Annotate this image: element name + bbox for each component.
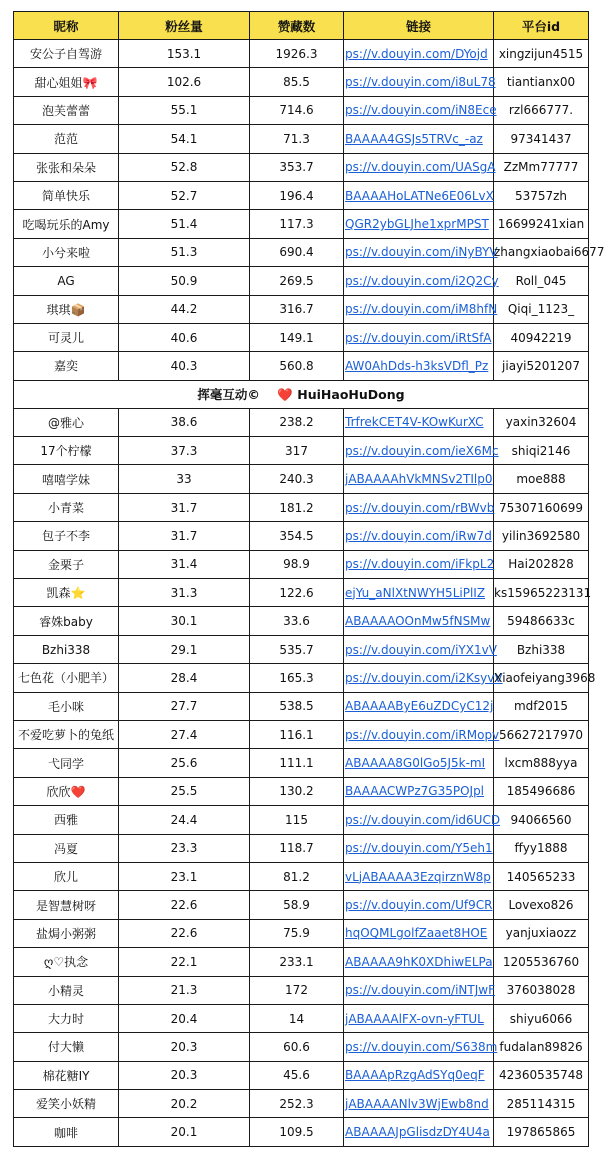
link-cell[interactable]: ps://v.douyin.com/i8uL78: [344, 68, 494, 96]
name-cell: 大力时: [14, 1004, 119, 1032]
fans-cell: 20.4: [119, 1004, 250, 1032]
fans-cell: 44.2: [119, 295, 250, 323]
likes-cell: 45.6: [250, 1061, 344, 1089]
link-cell[interactable]: ps://v.douyin.com/Y5eh1: [344, 834, 494, 862]
table-row: [14, 607, 589, 635]
likes-cell: 252.3: [250, 1090, 344, 1118]
likes-cell: 316.7: [250, 295, 344, 323]
name-cell: 欣儿: [14, 862, 119, 890]
name-cell: 范范: [14, 125, 119, 153]
platform-id-cell: 197865865: [494, 1118, 589, 1146]
likes-cell: 1926.3: [250, 40, 344, 68]
name-cell: 张张和朵朵: [14, 153, 119, 181]
fans-cell: 20.2: [119, 1090, 250, 1118]
fans-cell: 23.1: [119, 862, 250, 890]
table-body-bottom: [14, 408, 596, 1146]
table-row: [14, 238, 589, 266]
fans-cell: 20.3: [119, 1033, 250, 1061]
link-cell[interactable]: ABAAAAJpGlisdzDY4U4a: [344, 1118, 494, 1146]
fans-cell: 20.1: [119, 1118, 250, 1146]
name-cell: 是智慧树呀: [14, 891, 119, 919]
table-row: [14, 1004, 589, 1032]
likes-cell: 238.2: [250, 408, 344, 436]
link-cell[interactable]: AW0AhDds-h3ksVDfl_Pz: [344, 352, 494, 380]
fans-cell: 27.7: [119, 692, 250, 720]
likes-cell: 560.8: [250, 352, 344, 380]
table-row: [14, 664, 589, 692]
table-row: [14, 96, 589, 124]
table-row: [14, 153, 589, 181]
platform-id-cell: zhangxiaobai6677: [494, 238, 589, 266]
platform-id-cell: rzl666777.: [494, 96, 589, 124]
table-body-top: [14, 40, 604, 381]
table-row: [14, 125, 589, 153]
fans-cell: 51.4: [119, 210, 250, 238]
link-cell[interactable]: hqOQMLgolfZaaet8HOE: [344, 919, 494, 947]
likes-cell: 240.3: [250, 465, 344, 493]
likes-cell: 122.6: [250, 579, 344, 607]
name-cell: AG: [14, 267, 119, 295]
table-row: [14, 1118, 589, 1146]
link-cell[interactable]: ABAAAA9hK0XDhiwELPa: [344, 948, 494, 976]
link-cell[interactable]: ps://v.douyin.com/i2Q2Cy: [344, 267, 494, 295]
likes-cell: 233.1: [250, 948, 344, 976]
name-cell: 嘉奕: [14, 352, 119, 380]
link-cell[interactable]: ps://v.douyin.com/UASgA: [344, 153, 494, 181]
name-cell: 棉花糖IY: [14, 1061, 119, 1089]
link-cell[interactable]: jABAAAAlFX-ovn-yFTUL: [344, 1004, 494, 1032]
link-cell[interactable]: ps://v.douyin.com/iRMopv: [344, 720, 494, 748]
platform-id-cell: lxcm888yya: [494, 749, 589, 777]
likes-cell: 75.9: [250, 919, 344, 947]
platform-id-cell: yilin3692580: [494, 522, 589, 550]
likes-cell: 181.2: [250, 493, 344, 521]
link-cell[interactable]: BAAAApRzgAdSYq0eqF: [344, 1061, 494, 1089]
name-cell: 小兮来啦: [14, 238, 119, 266]
platform-id-cell: 56627217970: [494, 720, 589, 748]
link-cell[interactable]: ps://v.douyin.com/iN8Ece: [344, 96, 494, 124]
link-cell[interactable]: ps://v.douyin.com/iNyBYV: [344, 238, 494, 266]
header-fans: 粉丝量: [119, 12, 250, 40]
table-row: [14, 1061, 589, 1089]
likes-cell: 118.7: [250, 834, 344, 862]
table-row: [14, 323, 589, 351]
likes-cell: 117.3: [250, 210, 344, 238]
header-likes: 赞藏数: [250, 12, 344, 40]
table-row: [14, 806, 589, 834]
name-cell: 盐焗小粥粥: [14, 919, 119, 947]
table-row: [14, 834, 589, 862]
link-cell[interactable]: vLjABAAAA3EzqirznW8p: [344, 862, 494, 890]
table-separator: [14, 380, 589, 408]
link-cell[interactable]: BAAAA4GSJs5TRVc_-az: [344, 125, 494, 153]
likes-cell: 111.1: [250, 749, 344, 777]
table-row: [14, 720, 589, 748]
table-row: [14, 749, 589, 777]
table-row: [14, 465, 589, 493]
likes-cell: 353.7: [250, 153, 344, 181]
likes-cell: 71.3: [250, 125, 344, 153]
platform-id-cell: xingzijun4515: [494, 40, 589, 68]
name-cell: 吃喝玩乐的Amy: [14, 210, 119, 238]
fans-cell: 29.1: [119, 635, 250, 663]
fans-cell: 23.3: [119, 834, 250, 862]
fans-cell: 51.3: [119, 238, 250, 266]
link-cell[interactable]: jABAAAANlv3WjEwb8nd: [344, 1090, 494, 1118]
link-cell[interactable]: ps://v.douyin.com/iYX1vV: [344, 635, 494, 663]
likes-cell: 149.1: [250, 323, 344, 351]
link-cell[interactable]: jABAAAAhVkMNSv2TIlp0: [344, 465, 494, 493]
likes-cell: 58.9: [250, 891, 344, 919]
likes-cell: 33.6: [250, 607, 344, 635]
likes-cell: 81.2: [250, 862, 344, 890]
platform-id-cell: 16699241xian: [494, 210, 589, 238]
name-cell: 17个柠檬: [14, 437, 119, 465]
fans-cell: 31.7: [119, 522, 250, 550]
name-cell: Bzhi338: [14, 635, 119, 663]
link-cell[interactable]: ps://v.douyin.com/iRtSfA: [344, 323, 494, 351]
name-cell: 弋同学: [14, 749, 119, 777]
name-cell: 不爱吃萝卜的兔纸: [14, 720, 119, 748]
fans-cell: 40.3: [119, 352, 250, 380]
fans-cell: 52.8: [119, 153, 250, 181]
platform-id-cell: jiayi5201207: [494, 352, 589, 380]
platform-id-cell: yanjuxiaozz: [494, 919, 589, 947]
link-cell[interactable]: ps://v.douyin.com/iNTJwF: [344, 976, 494, 1004]
link-cell[interactable]: ps://v.douyin.com/iM8hfN: [344, 295, 494, 323]
likes-cell: 60.6: [250, 1033, 344, 1061]
fans-cell: 40.6: [119, 323, 250, 351]
fans-cell: 24.4: [119, 806, 250, 834]
link-cell[interactable]: ABAAAAByE6uZDCyC12j: [344, 692, 494, 720]
platform-id-cell: 42360535748: [494, 1061, 589, 1089]
platform-id-cell: 75307160699: [494, 493, 589, 521]
link-cell[interactable]: BAAAAHoLATNe6E06LvX: [344, 181, 494, 209]
fans-cell: 102.6: [119, 68, 250, 96]
fans-cell: 27.4: [119, 720, 250, 748]
platform-id-cell: Lovexo826: [494, 891, 589, 919]
fans-cell: 50.9: [119, 267, 250, 295]
link-cell[interactable]: ps://v.douyin.com/rBWvb: [344, 493, 494, 521]
platform-id-cell: Qiqi_1123_: [494, 295, 589, 323]
platform-id-cell: mdf2015: [494, 692, 589, 720]
link-cell[interactable]: ps://v.douyin.com/ieX6Mc: [344, 437, 494, 465]
name-cell: 冯夏: [14, 834, 119, 862]
likes-cell: 98.9: [250, 550, 344, 578]
table-row: [14, 408, 589, 436]
likes-cell: 115: [250, 806, 344, 834]
name-cell: 甜心姐姐🎀: [14, 68, 119, 96]
table-row: [14, 550, 589, 578]
fans-cell: 22.1: [119, 948, 250, 976]
name-cell: @雅心: [14, 408, 119, 436]
fans-cell: 54.1: [119, 125, 250, 153]
fans-cell: 31.4: [119, 550, 250, 578]
table-row: [14, 40, 589, 68]
name-cell: 简单快乐: [14, 181, 119, 209]
link-cell[interactable]: QGR2ybGLJhe1xprMPST: [344, 210, 494, 238]
likes-cell: 690.4: [250, 238, 344, 266]
likes-cell: 538.5: [250, 692, 344, 720]
name-cell: 七色花（小肥羊）: [14, 664, 119, 692]
platform-id-cell: shiqi2146: [494, 437, 589, 465]
platform-id-cell: ffyy1888: [494, 834, 589, 862]
header-name: 昵称: [14, 12, 119, 40]
fans-cell: 25.6: [119, 749, 250, 777]
fans-cell: 25.5: [119, 777, 250, 805]
name-cell: 嘻嘻学妹: [14, 465, 119, 493]
table-row: [14, 437, 589, 465]
influencer-table: [13, 11, 604, 1147]
name-cell: 付大懒: [14, 1033, 119, 1061]
table-row: [14, 919, 589, 947]
platform-id-cell: yaxin32604: [494, 408, 589, 436]
name-cell: 琪琪📦: [14, 295, 119, 323]
separator-cell: [14, 380, 589, 408]
name-cell: 包子不李: [14, 522, 119, 550]
table-row: [14, 891, 589, 919]
name-cell: 西雅: [14, 806, 119, 834]
table-row: [14, 1033, 589, 1061]
fans-cell: 31.3: [119, 579, 250, 607]
likes-cell: 535.7: [250, 635, 344, 663]
fans-cell: 31.7: [119, 493, 250, 521]
platform-id-cell: fudalan89826: [494, 1033, 589, 1061]
platform-id-cell: 40942219: [494, 323, 589, 351]
header-platform-id: 平台id: [494, 12, 589, 40]
name-cell: 欣欣❤️: [14, 777, 119, 805]
link-cell[interactable]: ps://v.douyin.com/S638m: [344, 1033, 494, 1061]
likes-cell: 109.5: [250, 1118, 344, 1146]
fans-cell: 28.4: [119, 664, 250, 692]
fans-cell: 153.1: [119, 40, 250, 68]
name-cell: 安公子自驾游: [14, 40, 119, 68]
platform-id-cell: 1205536760: [494, 948, 589, 976]
fans-cell: 52.7: [119, 181, 250, 209]
name-cell: 金栗子: [14, 550, 119, 578]
fans-cell: 22.6: [119, 919, 250, 947]
platform-id-cell: shiyu6066: [494, 1004, 589, 1032]
likes-cell: 85.5: [250, 68, 344, 96]
likes-cell: 269.5: [250, 267, 344, 295]
table-row: [14, 181, 589, 209]
likes-cell: 14: [250, 1004, 344, 1032]
platform-id-cell: 285114315: [494, 1090, 589, 1118]
table-row: [14, 579, 589, 607]
platform-id-cell: 53757zh: [494, 181, 589, 209]
fans-cell: 20.3: [119, 1061, 250, 1089]
fans-cell: 30.1: [119, 607, 250, 635]
link-cell[interactable]: ps://v.douyin.com/Uf9CR: [344, 891, 494, 919]
table-row: [14, 522, 589, 550]
platform-id-cell: 185496686: [494, 777, 589, 805]
platform-id-cell: ks15965223131: [494, 579, 589, 607]
name-cell: 咖啡: [14, 1118, 119, 1146]
influencer-table-sheet: [13, 11, 604, 1147]
link-cell[interactable]: ejYu_aNlXtNWYH5LiPlIZ: [344, 579, 494, 607]
fans-cell: 55.1: [119, 96, 250, 124]
name-cell: 毛小咪: [14, 692, 119, 720]
fans-cell: 33: [119, 465, 250, 493]
platform-id-cell: Xiaofeiyang3968: [494, 664, 589, 692]
link-cell[interactable]: ps://v.douyin.com/iFkpL2: [344, 550, 494, 578]
table-row: [14, 295, 589, 323]
likes-cell: 354.5: [250, 522, 344, 550]
platform-id-cell: 140565233: [494, 862, 589, 890]
table-row: [14, 635, 589, 663]
table-row: [14, 352, 589, 380]
table-row: [14, 777, 589, 805]
name-cell: 小精灵: [14, 976, 119, 1004]
platform-id-cell: Roll_045: [494, 267, 589, 295]
link-cell[interactable]: ps://v.douyin.com/id6UCD: [344, 806, 494, 834]
platform-id-cell: Bzhi338: [494, 635, 589, 663]
header-link: 链接: [344, 12, 494, 40]
name-cell: 可灵儿: [14, 323, 119, 351]
likes-cell: 317: [250, 437, 344, 465]
table-row: [14, 267, 589, 295]
fans-cell: 37.3: [119, 437, 250, 465]
fans-cell: 21.3: [119, 976, 250, 1004]
platform-id-cell: 59486633c: [494, 607, 589, 635]
likes-cell: 116.1: [250, 720, 344, 748]
name-cell: ღ♡执念: [14, 948, 119, 976]
link-cell[interactable]: ABAAAA8G0lGo5J5k-mI: [344, 749, 494, 777]
likes-cell: 172: [250, 976, 344, 1004]
platform-id-cell: 376038028: [494, 976, 589, 1004]
likes-cell: 196.4: [250, 181, 344, 209]
platform-id-cell: 97341437: [494, 125, 589, 153]
link-cell[interactable]: ps://v.douyin.com/DYojd: [344, 40, 494, 68]
separator-brand: HuiHaoHuDong: [297, 387, 405, 403]
table-row: [14, 692, 589, 720]
name-cell: 小青菜: [14, 493, 119, 521]
platform-id-cell: Hai202828: [494, 550, 589, 578]
platform-id-cell: 94066560: [494, 806, 589, 834]
link-cell[interactable]: BAAAACWPz7G35POJpl: [344, 777, 494, 805]
platform-id-cell: moe888: [494, 465, 589, 493]
heart-icon: ❤️: [277, 387, 293, 403]
table-row: [14, 948, 589, 976]
separator-row: [14, 380, 589, 408]
header-row: [14, 12, 589, 40]
likes-cell: 130.2: [250, 777, 344, 805]
name-cell: 爱笑小妖精: [14, 1090, 119, 1118]
platform-id-cell: tiantianx00: [494, 68, 589, 96]
table-row: [14, 68, 589, 96]
table-row: [14, 862, 589, 890]
fans-cell: 22.6: [119, 891, 250, 919]
table-row: [14, 493, 589, 521]
name-cell: 凯森⭐: [14, 579, 119, 607]
link-cell[interactable]: TrfrekCET4V-KOwKurXC: [344, 408, 494, 436]
link-cell[interactable]: ABAAAAOOnMw5fNSMw: [344, 607, 494, 635]
link-cell[interactable]: ps://v.douyin.com/i2KsyvV: [344, 664, 494, 692]
name-cell: 睿姝baby: [14, 607, 119, 635]
table-row: [14, 976, 589, 1004]
likes-cell: 714.6: [250, 96, 344, 124]
separator-text: 挥毫互动©: [197, 387, 260, 403]
name-cell: 泡芙蕾蕾: [14, 96, 119, 124]
platform-id-cell: ZzMm77777: [494, 153, 589, 181]
table-row: [14, 1090, 589, 1118]
likes-cell: 165.3: [250, 664, 344, 692]
table-row: [14, 210, 589, 238]
link-cell[interactable]: ps://v.douyin.com/iRw7d: [344, 522, 494, 550]
fans-cell: 38.6: [119, 408, 250, 436]
